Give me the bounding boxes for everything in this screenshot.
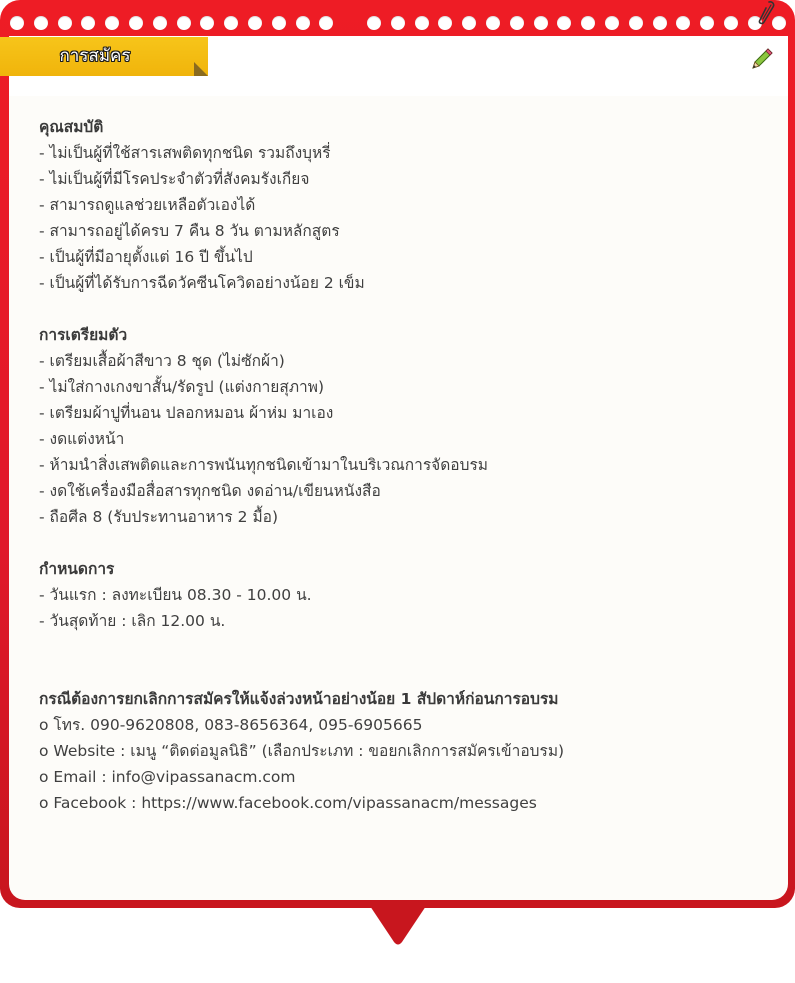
border-dot	[700, 16, 714, 30]
spacer	[39, 634, 769, 686]
spacer	[39, 296, 769, 322]
schedule-heading: กำหนดการ	[39, 560, 115, 578]
list-item: - เตรียมผ้าปูที่นอน ปลอกหมอน ผ้าห่ม มาเอง	[39, 404, 334, 422]
border-dot	[272, 16, 286, 30]
list-item: - สามารถดูแลช่วยเหลือตัวเองได้	[39, 196, 256, 214]
border-dot	[200, 16, 214, 30]
border-dot	[319, 16, 333, 30]
border-dot	[486, 16, 500, 30]
border-dot	[581, 16, 595, 30]
border-dot	[462, 16, 476, 30]
border-dot	[177, 16, 191, 30]
border-dot	[105, 16, 119, 30]
border-dot	[534, 16, 548, 30]
border-dot	[605, 16, 619, 30]
border-dot	[629, 16, 643, 30]
list-item: - สามารถอยู่ได้ครบ 7 คืน 8 วัน ตามหลักสูตร	[39, 222, 340, 240]
spacer	[39, 530, 769, 556]
contact-phone: o โทร. 090-9620808, 083-8656364, 095-6905665	[39, 716, 423, 734]
border-dot	[438, 16, 452, 30]
section-tab	[0, 37, 208, 76]
list-item: - เตรียมเสื้อผ้าสีขาว 8 ชุด (ไม่ซักผ้า)	[39, 352, 285, 370]
border-dot	[557, 16, 571, 30]
border-dot	[81, 16, 95, 30]
preparation-heading: การเตรียมตัว	[39, 326, 128, 344]
list-item: - ไม่ใส่กางเกงขาสั้น/รัดรูป (แต่งกายสุภาพ)	[39, 378, 325, 396]
tab-fold	[194, 62, 208, 76]
border-dot	[248, 16, 262, 30]
list-item: - งดแต่งหน้า	[39, 430, 125, 448]
preparation-section	[39, 322, 769, 530]
list-item: - วันสุดท้าย : เลิก 12.00 น.	[39, 612, 226, 630]
border-dot	[34, 16, 48, 30]
border-dot	[129, 16, 143, 30]
bottom-pointer	[370, 906, 426, 946]
contact-website[interactable]: o Website : เมนู “ติดต่อมูลนิธิ” (เลือกประเภท : ขอยกเลิกการสมัครเข้าอบรม)	[39, 742, 565, 760]
qualifications-section	[39, 114, 769, 296]
dot-border	[10, 16, 785, 32]
list-item: - ไม่เป็นผู้ที่มีโรคประจำตัวที่สังคมรังเกียจ	[39, 170, 310, 188]
list-item: - งดใช้เครื่องมือสื่อสารทุกชนิด งดอ่าน/เขียนหนังสือ	[39, 482, 381, 500]
cancellation-heading: กรณีต้องการยกเลิกการสมัครให้แจ้งล่วงหน้าอย่างน้อย 1 สัปดาห์ก่อนการอบรม	[39, 690, 559, 708]
border-dot	[153, 16, 167, 30]
border-dot	[415, 16, 429, 30]
cancellation-section	[39, 686, 769, 816]
border-dot	[10, 16, 24, 30]
list-item: - เป็นผู้ที่ได้รับการฉีดวัคซีนโควิดอย่างน้อย 2 เข็ม	[39, 274, 365, 292]
border-dot	[391, 16, 405, 30]
list-item: - ห้ามนำสิ่งเสพติดและการพนันทุกชนิดเข้ามาในบริเวณการจัดอบรม	[39, 456, 488, 474]
border-dot	[724, 16, 738, 30]
list-item: - เป็นผู้ที่มีอายุตั้งแต่ 16 ปี ขึ้นไป	[39, 248, 253, 266]
contact-email[interactable]: o Email : info@vipassanacm.com	[39, 768, 296, 786]
list-item: - วันแรก : ลงทะเบียน 08.30 - 10.00 น.	[39, 586, 312, 604]
pencil-icon[interactable]	[749, 46, 775, 72]
tab-title: การสมัคร	[59, 46, 131, 66]
border-dot	[367, 16, 381, 30]
list-item: - ถือศีล 8 (รับประทานอาหาร 2 มื้อ)	[39, 508, 279, 526]
border-dot	[653, 16, 667, 30]
border-dot	[510, 16, 524, 30]
border-dot	[296, 16, 310, 30]
border-dot	[224, 16, 238, 30]
paperclip-icon	[752, 0, 778, 26]
border-dot	[676, 16, 690, 30]
content	[39, 114, 769, 816]
border-dot	[58, 16, 72, 30]
qualifications-heading: คุณสมบัติ	[39, 118, 104, 136]
contact-facebook[interactable]: o Facebook : https://www.facebook.com/vipassanacm/messages	[39, 794, 537, 812]
list-item: - ไม่เป็นผู้ที่ใช้สารเสพติดทุกชนิด รวมถึงบุหรี่	[39, 144, 331, 162]
schedule-section	[39, 556, 769, 634]
